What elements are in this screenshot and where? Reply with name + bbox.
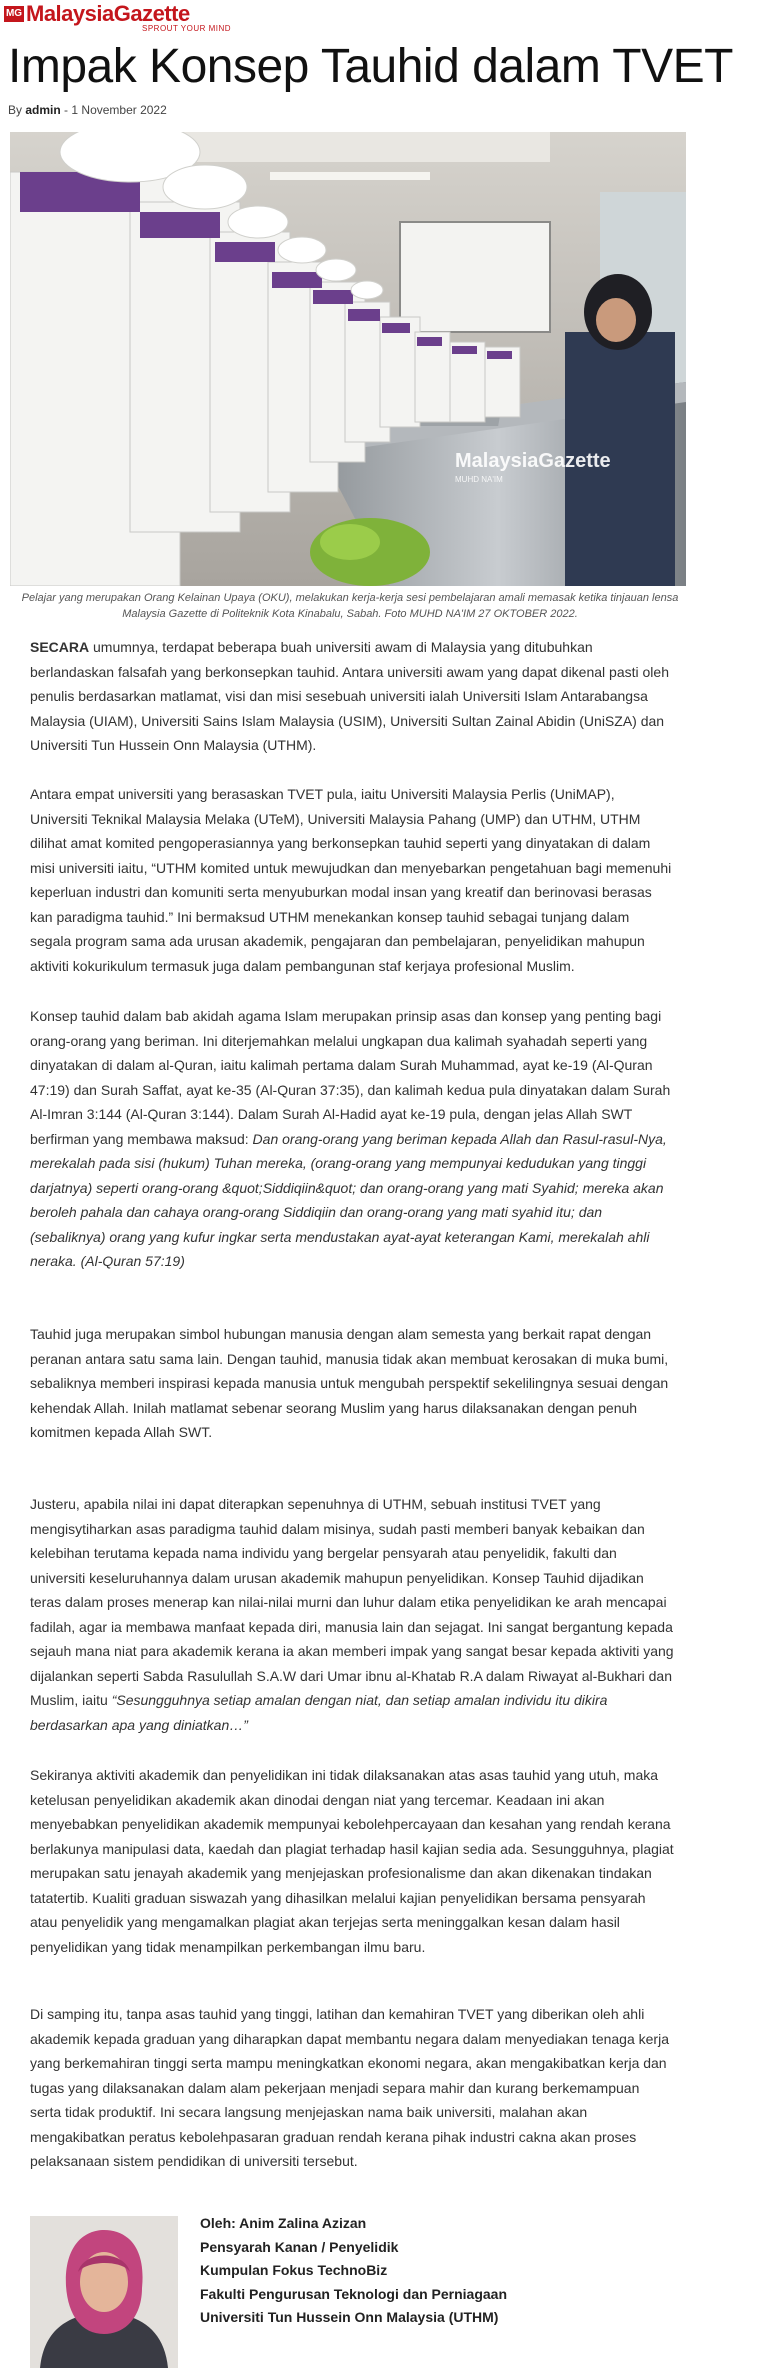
- paragraph-7: [30, 2002, 674, 2174]
- author-link[interactable]: admin: [25, 103, 61, 117]
- photo-watermark: MalaysiaGazette: [455, 450, 611, 472]
- lead-word: SECARA: [30, 639, 90, 655]
- hadith-quote: “Sesungguhnya setiap amalan dengan niat, dan setiap amalan individu itu dikira berdasarkan apa yang diniatkan…”: [30, 1692, 608, 1733]
- paragraph-6: [30, 1763, 674, 1959]
- author-name: Oleh: Anim Zalina Azizan: [200, 2215, 367, 2231]
- photo-credit: MUHD NA'IM: [455, 475, 503, 484]
- byline-prefix: By: [8, 103, 23, 117]
- byline: [8, 103, 167, 117]
- author-position: Pensyarah Kanan / Penyelidik: [200, 2238, 399, 2255]
- author-faculty: Fakulti Pengurusan Teknologi dan Perniagaan: [200, 2285, 508, 2302]
- logo-tagline: SPROUT YOUR MIND: [142, 24, 232, 33]
- site-logo[interactable]: [4, 2, 244, 34]
- author-info: [200, 2212, 507, 2330]
- paragraph-7-text: Di samping itu, tanpa asas tauhid yang tinggi, latihan dan kemahiran TVET yang diberikan oleh ahli akademik kepada graduan yang diharapkan dapat membantu negara dalam menyediakan tenaga kerja yang berkemahiran tinggi serta mampu meningkatkan ekonomi negara, akan mengakibatkan kerja dan tugas yang dilaksanakan dalam alam pekerjaan menjadi separa mahir dan kurang berkemampuan serta tidak produktif. Ini secara langsung menjejaskan nama baik universiti, malahan akan mengakibatkan peratus kebolehpasaran graduan rendah kerana pihak industri cakna akan proses pelaksanaan sistem pendidikan di universiti tersebut.: [30, 2006, 669, 2169]
- author-portrait-illustration: [30, 2216, 178, 2368]
- paragraph-1-text: umumnya, terdapat beberapa buah universiti awam di Malaysia yang ditubuhkan berlandaskan falsafah yang berkonsepkan tauhid. Antara universiti awam yang dapat dikenal pasti oleh penulis berdasarkan matlamat, visi dan misi sesebuah universiti ialah Universiti Islam Antarabangsa Malaysia (UIAM), Universiti Sains Islam Malaysia (USIM), Universiti Sultan Zainal Abidin (UniSZA) dan Universiti Tun Hussein Onn Malaysia (UTHM).: [30, 639, 669, 753]
- paragraph-6-text: Sekiranya aktiviti akademik dan penyelidikan ini tidak dilaksanakan atas asas tauhid yang utuh, maka ketelusan penyelidikan akademik akan dinodai dengan niat yang tercemar. Keadaan ini akan menyebabkan penyelidikan akademik mempunyai kebolehpercayaan dan kesahan yang rendah kerana berlakunya manipulasi data, kaedah dan plagiat terhadap hasil kajian sedia ada. Sesungguhnya, plagiat merupakan satu jenayah akademik yang menjejaskan profesionalisme dan akan dikenakan tindakan tatatertib. Kualiti graduan siswazah yang dihasilkan melalui kajian penyelidikan bersama pensyarah atau penyelidik yang mengamalkan plagiat akan terjejas serta meninggalkan kesan dalam hasil penyelidikan yang tidak menampilkan perkembangan ilmu baru.: [30, 1767, 674, 1955]
- paragraph-4-text: Tauhid juga merupakan simbol hubungan manusia dengan alam semesta yang berkait rapat dengan peranan antara satu sama lain. Dengan tauhid, manusia tidak akan membuat kerosakan di muka bumi, sebaliknya memberi inspirasi kepada manusia untuk mengubah perspektif sekelilingnya sesuai dengan kehendak Allah. Inilah matlamat sebenar seorang Muslim yang harus dilaksanakan dengan penuh komitmen kepada Allah SWT.: [30, 1326, 669, 1440]
- paragraph-3: [30, 1004, 674, 1274]
- featured-photo: [10, 132, 686, 586]
- author-photo: [30, 2216, 178, 2368]
- paragraph-4: [30, 1322, 674, 1445]
- author-group: Kumpulan Fokus TechnoBiz: [200, 2262, 388, 2278]
- kitchen-class-illustration: [10, 132, 686, 586]
- paragraph-3-text: Konsep tauhid dalam bab akidah agama Islam merupakan prinsip asas dan konsep yang penting bagi orang-orang yang beriman. Ini diterjemahkan melalui ungkapan dua kalimah syahadah seperti yang dinyatakan di dalam al-Quran, iaitu kalimah pertama dalam Surah Muhammad, ayat ke-19 (Al-Quran 47:19) dan Surah Saffat, ayat ke-35 (Al-Quran 37:35), dan kalimah kedua pula dinyatakan dalam Surah Al-Imran 3:144 (Al-Quran 3:144). Dalam Surah Al-Hadid ayat ke-19 pula, dengan jelas Allah SWT berfirman yang membawa maksud:: [30, 1008, 671, 1147]
- quran-quote: Dan orang-orang yang beriman kepada Allah dan Rasul-rasul-Nya, merekalah pada sisi (hukum) Tuhan mereka, (orang-orang yang mempunyai kedudukan yang tinggi darjatnya) seperti orang-orang &quot;Siddiqiin&quot; dan orang-orang yang mati Syahid; mereka akan beroleh pahala dan cahaya orang-orang Siddiqiin dan orang-orang yang mati syahid itu; dan (sebaliknya) orang yang kufur ingkar serta mendustakan ayat-ayat keterangan Kami, merekalah ahli neraka. (Al-Quran 57:19): [30, 1130, 667, 1269]
- article-title: Impak Konsep Tauhid dalam TVET: [8, 40, 733, 93]
- byline-separator: -: [64, 103, 69, 117]
- author-university: Universiti Tun Hussein Onn Malaysia (UTHM): [200, 2309, 499, 2325]
- paragraph-5: [30, 1492, 674, 1737]
- paragraph-2: [30, 782, 674, 978]
- logo-badge: MG: [4, 6, 24, 22]
- paragraph-2-text: Antara empat universiti yang berasaskan TVET pula, iaitu Universiti Malaysia Perlis (UniMAP), Universiti Teknikal Malaysia Melaka (UTeM), Universiti Malaysia Pahang (UMP) dan UTHM, UTHM dilihat amat komited pengoperasiannya yang berkonsepkan tauhid seperti yang dinyatakan di dalam misi universiti iaitu, “UTHM komited untuk mewujudkan dan menyebarkan pengetahuan bagi memenuhi keperluan industri dan komuniti serta menyuburkan modal insan yang kreatif dan berinovasi berasas kan paradigma tauhid.” Ini bermaksud UTHM menekankan konsep tauhid sebagai tunjang dalam segala program sama ada urusan akademik, pengajaran dan pembelajaran, penyelidikan mahupun aktiviti kokurikulum termasuk juga dalam pembangunan staf kerjaya profesional Muslim.: [30, 786, 672, 974]
- paragraph-5-text: Justeru, apabila nilai ini dapat diterapkan sepenuhnya di UTHM, sebuah institusi TVET yang mengisytiharkan asas paradigma tauhid dalam misinya, sudah pasti memberi banyak kebaikan dan kelebihan terutama kepada nama individu yang bergelar pensyarah atau penyelidik, fakulti dan universiti keseluruhannya dalam urusan akademik mahupun penyelidikan. Konsep Tauhid dijadikan teras dalam proses menerap kan nilai-nilai murni dan luhur dalam etika penyelidikan ke arah mencapai fadilah, agar ia membawa manfaat kepada diri, manusia lain dan sejagat. Ini sangat bergantung kepada sejauh mana niat para akademik kerana ia akan memberi impak yang sangat besar kepada aktiviti yang dijalankan seperti Sabda Rasulullah S.A.W dari Umar ibnu al-Khatab R.A dalam Riwayat al-Bukhari dan Muslim, iaitu: [30, 1496, 674, 1708]
- publish-date: 1 November 2022: [71, 103, 167, 117]
- paragraph-1: [30, 635, 674, 758]
- photo-caption: Pelajar yang merupakan Orang Kelainan Upaya (OKU), melakukan kerja-kerja sesi pembelajaran amali memasak ketika tinjauan lensa Malaysia Gazette di Politeknik Kota Kinabalu, Sabah. Foto MUHD NA'IM 27 OKTOBER 2022.: [21, 592, 679, 620]
- logo-wordmark: MalaysiaGazette: [26, 1, 190, 26]
